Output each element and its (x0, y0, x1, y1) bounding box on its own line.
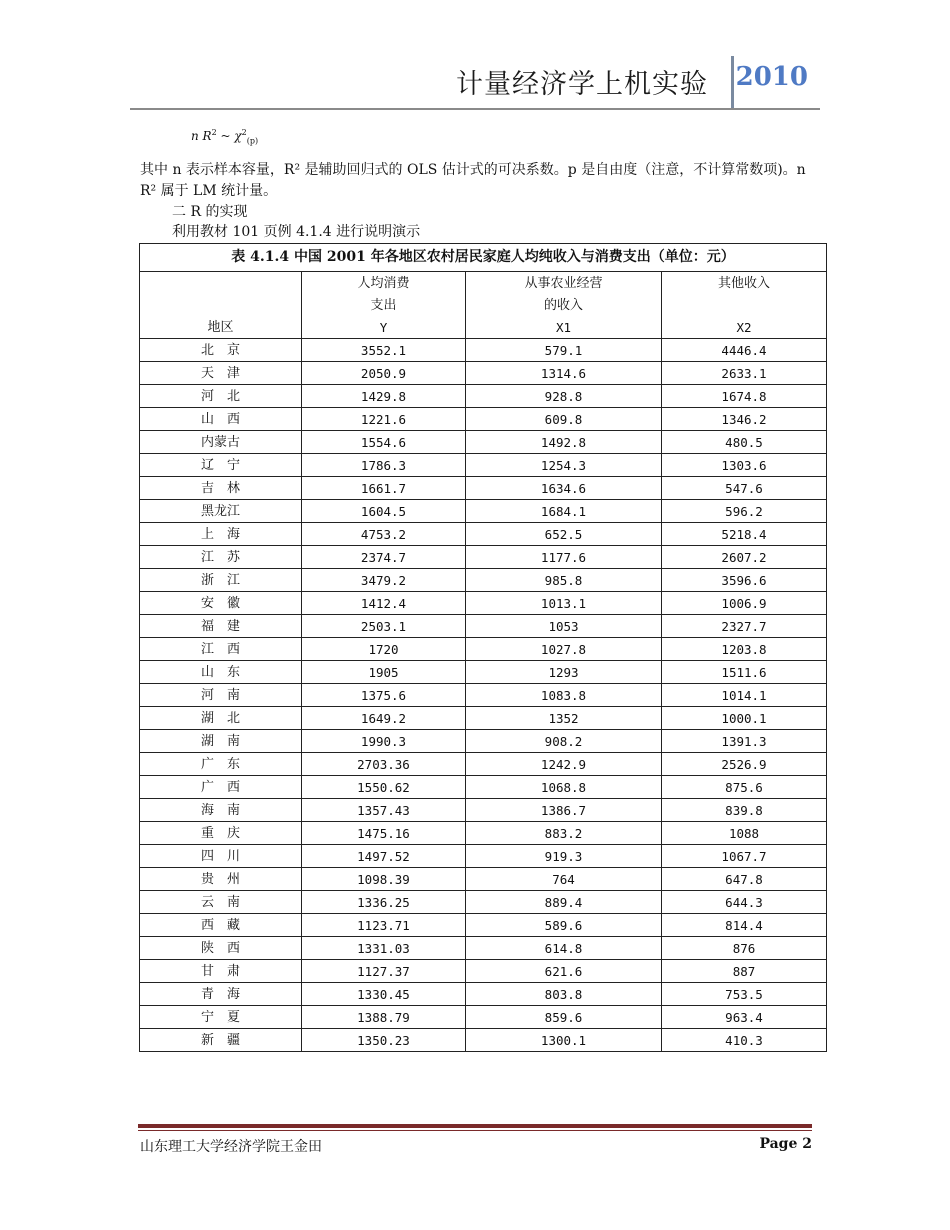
cell-y: 1720 (302, 638, 466, 661)
table-row (140, 546, 827, 569)
cell-region: 重 庆 (140, 822, 302, 845)
table-row (140, 362, 827, 385)
cell-x1: 609.8 (466, 408, 662, 431)
cell-x1: 1634.6 (466, 477, 662, 500)
cell-x1: 1083.8 (466, 684, 662, 707)
cell-x2: 547.6 (662, 477, 827, 500)
table-row (140, 845, 827, 868)
footer-rule-thin (138, 1130, 812, 1131)
cell-y: 1649.2 (302, 707, 466, 730)
table-row (140, 799, 827, 822)
header-x1-code: X1 (466, 316, 662, 339)
formula-lhs: n R (191, 129, 212, 143)
header-x1-line1: 从事农业经营 (466, 272, 662, 295)
cell-region: 甘 肃 (140, 960, 302, 983)
paragraph-intro: 利用教材 101 页例 4.1.4 进行说明演示 (172, 224, 421, 240)
cell-x1: 621.6 (466, 960, 662, 983)
cell-x1: 1684.1 (466, 500, 662, 523)
cell-x1: 1027.8 (466, 638, 662, 661)
cell-x2: 839.8 (662, 799, 827, 822)
cell-x1: 1254.3 (466, 454, 662, 477)
cell-x2: 1511.6 (662, 661, 827, 684)
cell-y: 1905 (302, 661, 466, 684)
cell-y: 1412.4 (302, 592, 466, 615)
header-year: 2010 (735, 62, 808, 92)
cell-region: 海 南 (140, 799, 302, 822)
cell-region: 浙 江 (140, 569, 302, 592)
cell-y: 1123.71 (302, 914, 466, 937)
data-table (139, 243, 827, 1052)
cell-x2: 876 (662, 937, 827, 960)
cell-x2: 2607.2 (662, 546, 827, 569)
cell-region: 云 南 (140, 891, 302, 914)
cell-region: 河 南 (140, 684, 302, 707)
formula-sup: 2 (211, 128, 217, 137)
header-y-line2: 支出 (302, 294, 466, 316)
cell-y: 2703.36 (302, 753, 466, 776)
cell-x2: 1006.9 (662, 592, 827, 615)
table-row (140, 1029, 827, 1052)
table-row (140, 569, 827, 592)
cell-x2: 1346.2 (662, 408, 827, 431)
cell-region: 辽 宁 (140, 454, 302, 477)
cell-region: 广 西 (140, 776, 302, 799)
cell-x1: 1300.1 (466, 1029, 662, 1052)
cell-region: 江 苏 (140, 546, 302, 569)
table-row (140, 960, 827, 983)
cell-y: 3552.1 (302, 339, 466, 362)
table-row (140, 523, 827, 546)
cell-region: 上 海 (140, 523, 302, 546)
cell-x2: 4446.4 (662, 339, 827, 362)
cell-y: 1661.7 (302, 477, 466, 500)
cell-region: 黑龙江 (140, 500, 302, 523)
cell-x2: 647.8 (662, 868, 827, 891)
formula-sub: (p) (246, 136, 259, 146)
cell-x1: 803.8 (466, 983, 662, 1006)
cell-x2: 963.4 (662, 1006, 827, 1029)
cell-y: 1388.79 (302, 1006, 466, 1029)
header-x2-line1: 其他收入 (662, 272, 827, 295)
cell-y: 1375.6 (302, 684, 466, 707)
table-row (140, 891, 827, 914)
cell-x1: 1352 (466, 707, 662, 730)
cell-x2: 2526.9 (662, 753, 827, 776)
cell-region: 福 建 (140, 615, 302, 638)
table-row (140, 339, 827, 362)
cell-x1: 928.8 (466, 385, 662, 408)
cell-y: 1786.3 (302, 454, 466, 477)
cell-x1: 1492.8 (466, 431, 662, 454)
formula-tilde: ~ χ (220, 129, 242, 143)
header-rule (130, 108, 820, 110)
header-x1-line2: 的收入 (466, 294, 662, 316)
cell-y: 1357.43 (302, 799, 466, 822)
header-title: 计量经济学上机实验 (456, 69, 708, 100)
cell-x1: 1386.7 (466, 799, 662, 822)
cell-x2: 753.5 (662, 983, 827, 1006)
cell-y: 1429.8 (302, 385, 466, 408)
cell-x2: 1391.3 (662, 730, 827, 753)
table-row (140, 776, 827, 799)
cell-x1: 1242.9 (466, 753, 662, 776)
table-row (140, 730, 827, 753)
table-row (140, 1006, 827, 1029)
cell-x2: 814.4 (662, 914, 827, 937)
cell-region: 贵 州 (140, 868, 302, 891)
cell-x2: 644.3 (662, 891, 827, 914)
cell-region: 安 徽 (140, 592, 302, 615)
cell-region: 河 北 (140, 385, 302, 408)
cell-x2: 887 (662, 960, 827, 983)
footer-author: 山东理工大学经济学院王金田 (140, 1139, 322, 1155)
cell-y: 2050.9 (302, 362, 466, 385)
table-row (140, 454, 827, 477)
cell-x2: 3596.6 (662, 569, 827, 592)
table-row (140, 707, 827, 730)
cell-x1: 919.3 (466, 845, 662, 868)
cell-y: 1330.45 (302, 983, 466, 1006)
cell-region: 江 西 (140, 638, 302, 661)
cell-region: 湖 南 (140, 730, 302, 753)
cell-y: 1350.23 (302, 1029, 466, 1052)
cell-y: 1604.5 (302, 500, 466, 523)
table-row (140, 500, 827, 523)
cell-region: 青 海 (140, 983, 302, 1006)
cell-y: 1550.62 (302, 776, 466, 799)
cell-region: 新 疆 (140, 1029, 302, 1052)
cell-x2: 2327.7 (662, 615, 827, 638)
table-row (140, 822, 827, 845)
cell-region: 内蒙古 (140, 431, 302, 454)
cell-x2: 1088 (662, 822, 827, 845)
cell-x2: 1067.7 (662, 845, 827, 868)
cell-y: 1475.16 (302, 822, 466, 845)
cell-x1: 1177.6 (466, 546, 662, 569)
table-row (140, 477, 827, 500)
cell-x1: 1013.1 (466, 592, 662, 615)
footer-page-number: Page 2 (759, 1136, 812, 1152)
cell-x2: 1014.1 (662, 684, 827, 707)
cell-y: 1497.52 (302, 845, 466, 868)
cell-region: 陕 西 (140, 937, 302, 960)
table-row (140, 638, 827, 661)
cell-x2: 1000.1 (662, 707, 827, 730)
cell-y: 1554.6 (302, 431, 466, 454)
cell-region: 宁 夏 (140, 1006, 302, 1029)
cell-region: 西 藏 (140, 914, 302, 937)
table-row (140, 753, 827, 776)
table-row (140, 385, 827, 408)
cell-x2: 410.3 (662, 1029, 827, 1052)
cell-region: 吉 林 (140, 477, 302, 500)
cell-x1: 614.8 (466, 937, 662, 960)
cell-y: 1127.37 (302, 960, 466, 983)
table-row (140, 937, 827, 960)
cell-y: 1331.03 (302, 937, 466, 960)
table-row (140, 408, 827, 431)
cell-x1: 883.2 (466, 822, 662, 845)
cell-y: 2503.1 (302, 615, 466, 638)
cell-y: 4753.2 (302, 523, 466, 546)
table-row (140, 868, 827, 891)
header-separator (731, 56, 734, 108)
cell-x1: 579.1 (466, 339, 662, 362)
cell-y: 1098.39 (302, 868, 466, 891)
cell-x2: 875.6 (662, 776, 827, 799)
cell-x2: 1303.6 (662, 454, 827, 477)
section-heading: 二 R 的实现 (172, 204, 248, 220)
table-row (140, 983, 827, 1006)
cell-x2: 5218.4 (662, 523, 827, 546)
cell-x1: 985.8 (466, 569, 662, 592)
cell-y: 1990.3 (302, 730, 466, 753)
footer-rule (138, 1124, 812, 1128)
header-region: 地区 (140, 272, 302, 339)
table-caption: 表 4.1.4 中国 2001 年各地区农村居民家庭人均纯收入与消费支出（单位：元） (140, 244, 827, 272)
table-row (140, 592, 827, 615)
table-row (140, 684, 827, 707)
cell-x1: 908.2 (466, 730, 662, 753)
cell-x1: 1053 (466, 615, 662, 638)
table-row (140, 914, 827, 937)
cell-x2: 1674.8 (662, 385, 827, 408)
cell-y: 3479.2 (302, 569, 466, 592)
cell-x1: 859.6 (466, 1006, 662, 1029)
cell-x1: 589.6 (466, 914, 662, 937)
cell-region: 北 京 (140, 339, 302, 362)
cell-x1: 889.4 (466, 891, 662, 914)
cell-region: 四 川 (140, 845, 302, 868)
cell-x1: 652.5 (466, 523, 662, 546)
header-y-code: Y (302, 316, 466, 339)
cell-x2: 1203.8 (662, 638, 827, 661)
header-x2-line2 (662, 294, 827, 316)
cell-x2: 480.5 (662, 431, 827, 454)
header-y-line1: 人均消费 (302, 272, 466, 295)
cell-x1: 1068.8 (466, 776, 662, 799)
page-header (130, 56, 820, 110)
table-row (140, 615, 827, 638)
table-body (140, 339, 827, 1052)
cell-region: 山 西 (140, 408, 302, 431)
cell-region: 湖 北 (140, 707, 302, 730)
cell-x1: 1314.6 (466, 362, 662, 385)
lm-formula: n $R^2$ ~ $\chi^2_{(p)}$ (191, 128, 259, 146)
table-row (140, 661, 827, 684)
cell-x1: 1293 (466, 661, 662, 684)
cell-region: 天 津 (140, 362, 302, 385)
cell-x2: 596.2 (662, 500, 827, 523)
cell-region: 广 东 (140, 753, 302, 776)
cell-region: 山 东 (140, 661, 302, 684)
table-row (140, 431, 827, 454)
header-x2-code: X2 (662, 316, 827, 339)
cell-x2: 2633.1 (662, 362, 827, 385)
cell-x1: 764 (466, 868, 662, 891)
cell-y: 1336.25 (302, 891, 466, 914)
cell-y: 1221.6 (302, 408, 466, 431)
paragraph-explanation: 其中 n 表示样本容量，R² 是辅助回归式的 OLS 估计式的可决系数。p 是自由度（注意，不计算常数项)。n R² 属于 LM 统计量。 (140, 162, 806, 199)
cell-y: 2374.7 (302, 546, 466, 569)
